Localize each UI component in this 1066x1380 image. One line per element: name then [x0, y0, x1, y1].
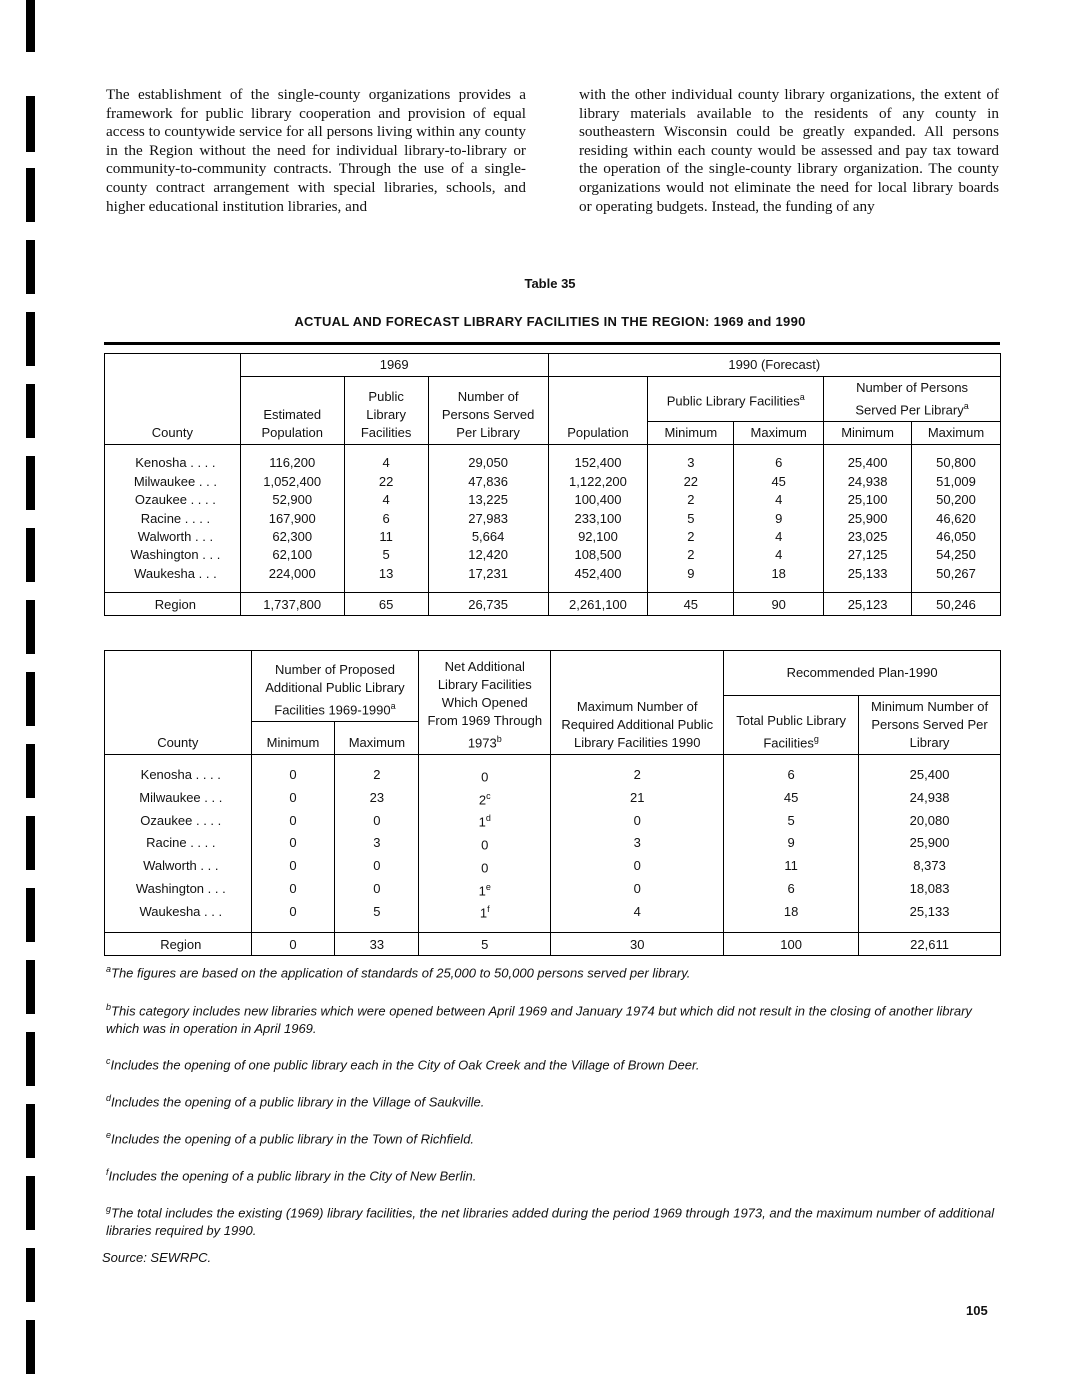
net-cell: 1e	[419, 878, 551, 901]
table-title: ACTUAL AND FORECAST LIBRARY FACILITIES IN THE REGION: 1969 and 1990	[294, 314, 806, 329]
srv-min-cell: 24,938	[824, 473, 912, 491]
binding-mark	[26, 1320, 35, 1374]
header-nps-1990: Number of Persons Served Per Library$^a$	[824, 377, 1001, 422]
total2-max: 33	[335, 933, 419, 956]
fac-min-cell: 5	[648, 510, 734, 528]
srv-max-cell: 46,620	[912, 510, 1001, 528]
min-cell: 0	[251, 855, 335, 878]
binding-mark	[26, 528, 35, 582]
served-cell: 29,050	[428, 454, 548, 472]
served-cell: 47,836	[428, 473, 548, 491]
table-1-total-row	[105, 593, 1001, 616]
county-cell: Ozaukee . . . .	[105, 491, 241, 509]
county-cell: Kenosha . . . .	[105, 764, 252, 787]
binding-mark	[26, 1104, 35, 1158]
table-number: Table 35	[524, 276, 576, 291]
table-row	[105, 900, 1001, 923]
net-cell: 1$^d$	[419, 809, 551, 832]
page-number: 105	[966, 1303, 988, 1318]
served-cell: 27,983	[428, 510, 548, 528]
county-cell: Waukesha . . .	[105, 900, 252, 923]
served-cell: 12,420	[428, 546, 548, 564]
srv-min-cell: 25,133	[824, 565, 912, 583]
table-row	[105, 764, 1001, 787]
est-pop-cell: 116,200	[240, 454, 344, 472]
population-cell: 233,100	[548, 510, 648, 528]
srv-max-cell: 50,267	[912, 565, 1001, 583]
table-row	[105, 473, 1001, 491]
total-est-pop: 1,737,800	[240, 593, 344, 616]
footnote-f: $^f$Includes the opening of a public library in the City of New Berlin.	[106, 1167, 477, 1184]
srv-max-cell: 51,009	[912, 473, 1001, 491]
county-cell: Milwaukee . . .	[105, 473, 241, 491]
fac-max-cell: 18	[734, 565, 824, 583]
binding-mark	[26, 600, 35, 654]
binding-mark	[26, 744, 35, 798]
min-cell: 0	[251, 787, 335, 810]
population-cell: 100,400	[548, 491, 648, 509]
table-row	[105, 878, 1001, 901]
total-srv-min: 25,123	[824, 593, 912, 616]
footnote-c: $^c$Includes the opening of one public library each in the City of Oak Creek and the Village of Brown Deer.	[106, 1056, 700, 1073]
total-cell: 18	[724, 900, 859, 923]
header-fac-maximum: Maximum	[734, 422, 824, 445]
min-served-cell: 8,373	[859, 855, 1001, 878]
est-pop-cell: 224,000	[240, 565, 344, 583]
binding-mark	[26, 456, 35, 510]
binding-mark	[26, 168, 35, 222]
total2-total: 100	[724, 933, 859, 956]
header-proposed-minimum: Minimum	[251, 722, 335, 755]
county-cell: Milwaukee . . .	[105, 787, 252, 810]
table-1969-1990	[104, 353, 1001, 616]
est-pop-cell: 62,300	[240, 528, 344, 546]
table-row	[105, 855, 1001, 878]
table-2-total-row	[105, 933, 1001, 956]
header-estimated-population: Estimated Population	[240, 377, 344, 445]
binding-mark	[26, 384, 35, 438]
table-row	[105, 832, 1001, 855]
county-cell: Washington . . .	[105, 878, 252, 901]
header-srv-maximum: Maximum	[912, 422, 1001, 445]
srv-min-cell: 25,100	[824, 491, 912, 509]
est-pop-cell: 52,900	[240, 491, 344, 509]
binding-mark	[26, 0, 35, 52]
min-served-cell: 25,133	[859, 900, 1001, 923]
fac-min-cell: 2	[648, 528, 734, 546]
srv-min-cell: 25,400	[824, 454, 912, 472]
max-cell: 3	[335, 832, 419, 855]
total-srv-max: 50,246	[912, 593, 1001, 616]
header-persons-served: Number of Persons Served Per Library	[428, 377, 548, 445]
binding-mark	[26, 672, 35, 726]
total-served: 26,735	[428, 593, 548, 616]
srv-min-cell: 27,125	[824, 546, 912, 564]
fac-min-cell: 22	[648, 473, 734, 491]
header-public-library-facilities: Public Library Facilities	[344, 377, 428, 445]
max-cell: 23	[335, 787, 419, 810]
min-cell: 0	[251, 878, 335, 901]
body-paragraph-left: The establishment of the single-county organizations provides a framework for public library cooperation and provision of equal access to countywide service for all persons living within any county in the Region without the need for individual library-to-library or community-to-community contracts. Through the use of a single-county contract arrangement with special libraries, schools, and higher educational institution libraries, and	[106, 86, 526, 215]
table-row	[105, 546, 1001, 564]
footnote-g: $^g$The total includes the existing (1969) library facilities, the net libraries added during the period 1969 through 1973, and the maximum number of additional libraries required by 1990.	[106, 1204, 995, 1239]
est-pop-cell: 167,900	[240, 510, 344, 528]
srv-max-cell: 50,800	[912, 454, 1001, 472]
facilities-cell: 11	[344, 528, 428, 546]
county-cell: Ozaukee . . . .	[105, 809, 252, 832]
fac-max-cell: 4	[734, 491, 824, 509]
header-plf-1990: Public Library Facilities$^a$	[648, 377, 824, 422]
total-cell: 6	[724, 878, 859, 901]
min-cell: 0	[251, 900, 335, 923]
max-cell: 0	[335, 809, 419, 832]
table-row	[105, 454, 1001, 472]
population-cell: 108,500	[548, 546, 648, 564]
net-cell: 2$^c$	[419, 787, 551, 810]
fac-max-cell: 9	[734, 510, 824, 528]
county-cell: Walworth . . .	[105, 528, 241, 546]
fac-min-cell: 9	[648, 565, 734, 583]
srv-max-cell: 54,250	[912, 546, 1001, 564]
required-cell: 0	[551, 878, 724, 901]
population-cell: 1,122,200	[548, 473, 648, 491]
srv-min-cell: 23,025	[824, 528, 912, 546]
net-cell: 0	[419, 855, 551, 878]
header-min-served: Minimum Number of Persons Served Per Library	[859, 696, 1001, 755]
net-cell: 1$^f$	[419, 900, 551, 923]
header-total-public: Total Public Library Facilities$^g$	[724, 696, 859, 755]
source-note: Source: SEWRPC.	[102, 1250, 212, 1265]
min-served-cell: 24,938	[859, 787, 1001, 810]
srv-max-cell: 46,050	[912, 528, 1001, 546]
required-cell: 4	[551, 900, 724, 923]
total-cell: 5	[724, 809, 859, 832]
footnote-e: $^e$Includes the opening of a public library in the Town of Richfield.	[106, 1130, 475, 1147]
header-srv-minimum: Minimum	[824, 422, 912, 445]
fac-max-cell: 4	[734, 546, 824, 564]
required-cell: 2	[551, 764, 724, 787]
est-pop-cell: 1,052,400	[240, 473, 344, 491]
header-required: Maximum Number of Required Additional Public Library Facilities 1990	[551, 651, 724, 755]
srv-min-cell: 25,900	[824, 510, 912, 528]
min-served-cell: 18,083	[859, 878, 1001, 901]
facilities-cell: 6	[344, 510, 428, 528]
total2-county: Region	[105, 933, 252, 956]
max-cell: 0	[335, 878, 419, 901]
net-cell: 0	[419, 832, 551, 855]
table-top-rule	[104, 342, 1000, 345]
county-cell: Kenosha . . . .	[105, 454, 241, 472]
table-row	[105, 528, 1001, 546]
fac-max-cell: 6	[734, 454, 824, 472]
required-cell: 3	[551, 832, 724, 855]
min-cell: 0	[251, 832, 335, 855]
min-served-cell: 25,900	[859, 832, 1001, 855]
served-cell: 5,664	[428, 528, 548, 546]
header-recommended-plan: Recommended Plan-1990	[724, 651, 1001, 696]
max-cell: 0	[335, 855, 419, 878]
footnote-d: $^d$Includes the opening of a public library in the Village of Saukville.	[106, 1093, 485, 1110]
facilities-cell: 22	[344, 473, 428, 491]
table-row	[105, 510, 1001, 528]
header-county: County	[105, 354, 241, 445]
est-pop-cell: 62,100	[240, 546, 344, 564]
total-cell: 9	[724, 832, 859, 855]
required-cell: 0	[551, 809, 724, 832]
population-cell: 152,400	[548, 454, 648, 472]
total2-required: 30	[551, 933, 724, 956]
county-cell: Racine . . . .	[105, 832, 252, 855]
facilities-cell: 13	[344, 565, 428, 583]
total-cell: 11	[724, 855, 859, 878]
facilities-cell: 4	[344, 491, 428, 509]
served-cell: 13,225	[428, 491, 548, 509]
fac-min-cell: 3	[648, 454, 734, 472]
total-population: 2,261,100	[548, 593, 648, 616]
max-cell: 2	[335, 764, 419, 787]
footnote-b: $^b$This category includes new libraries which were opened between April 1969 and January 1974 but which did not result in the closing of another library which was in operation in April 1969.	[106, 1002, 972, 1037]
header-1969: 1969	[240, 354, 548, 377]
table-row	[105, 491, 1001, 509]
county-cell: Waukesha . . .	[105, 565, 241, 583]
total-fac-max: 90	[734, 593, 824, 616]
header-1990-forecast: 1990 (Forecast)	[548, 354, 1000, 377]
fac-max-cell: 4	[734, 528, 824, 546]
binding-mark	[26, 1248, 35, 1302]
min-cell: 0	[251, 809, 335, 832]
fac-min-cell: 2	[648, 546, 734, 564]
header-net-additional: Net Additional Library Facilities Which Opened From 1969 Through 1973$^b$	[419, 651, 551, 755]
facilities-cell: 5	[344, 546, 428, 564]
net-cell: 0	[419, 764, 551, 787]
total-fac-min: 45	[648, 593, 734, 616]
total2-net: 5	[419, 933, 551, 956]
county-cell: Walworth . . .	[105, 855, 252, 878]
total-cell: 45	[724, 787, 859, 810]
binding-mark	[26, 960, 35, 1014]
header-fac-minimum: Minimum	[648, 422, 734, 445]
population-cell: 452,400	[548, 565, 648, 583]
binding-mark	[26, 1032, 35, 1086]
county-cell: Washington . . .	[105, 546, 241, 564]
served-cell: 17,231	[428, 565, 548, 583]
population-cell: 92,100	[548, 528, 648, 546]
total-cell: 6	[724, 764, 859, 787]
fac-max-cell: 45	[734, 473, 824, 491]
total2-served: 22,611	[859, 933, 1001, 956]
required-cell: 0	[551, 855, 724, 878]
binding-mark	[26, 1176, 35, 1230]
body-paragraph-right: with the other individual county library organizations, the extent of library materials available to the residents of any county in southeastern Wisconsin could be greatly expanded. All persons residing within each county would be assessed and pay tax toward the operation of the single-county library organization. The county organizations would not eliminate the need for local library boards or operating budgets. Instead, the funding of any	[579, 86, 999, 215]
min-served-cell: 20,080	[859, 809, 1001, 832]
total-facilities: 65	[344, 593, 428, 616]
table-proposed-facilities	[104, 650, 1001, 956]
header-population: Population	[548, 377, 648, 445]
binding-mark	[26, 888, 35, 942]
max-cell: 5	[335, 900, 419, 923]
table-row	[105, 565, 1001, 583]
min-cell: 0	[251, 764, 335, 787]
table-row	[105, 809, 1001, 832]
binding-mark	[26, 96, 35, 152]
table-row	[105, 787, 1001, 810]
footnote-a: $^a$The figures are based on the application of standards of 25,000 to 50,000 persons served per library.	[106, 964, 691, 981]
total-county: Region	[105, 593, 241, 616]
county-cell: Racine . . . .	[105, 510, 241, 528]
facilities-cell: 4	[344, 454, 428, 472]
header-proposed: Number of Proposed Additional Public Library Facilities 1969-1990$^a$	[251, 651, 419, 722]
header-county-2: County	[105, 651, 252, 755]
required-cell: 21	[551, 787, 724, 810]
total2-min: 0	[251, 933, 335, 956]
min-served-cell: 25,400	[859, 764, 1001, 787]
header-proposed-maximum: Maximum	[335, 722, 419, 755]
srv-max-cell: 50,200	[912, 491, 1001, 509]
fac-min-cell: 2	[648, 491, 734, 509]
binding-mark	[26, 816, 35, 870]
